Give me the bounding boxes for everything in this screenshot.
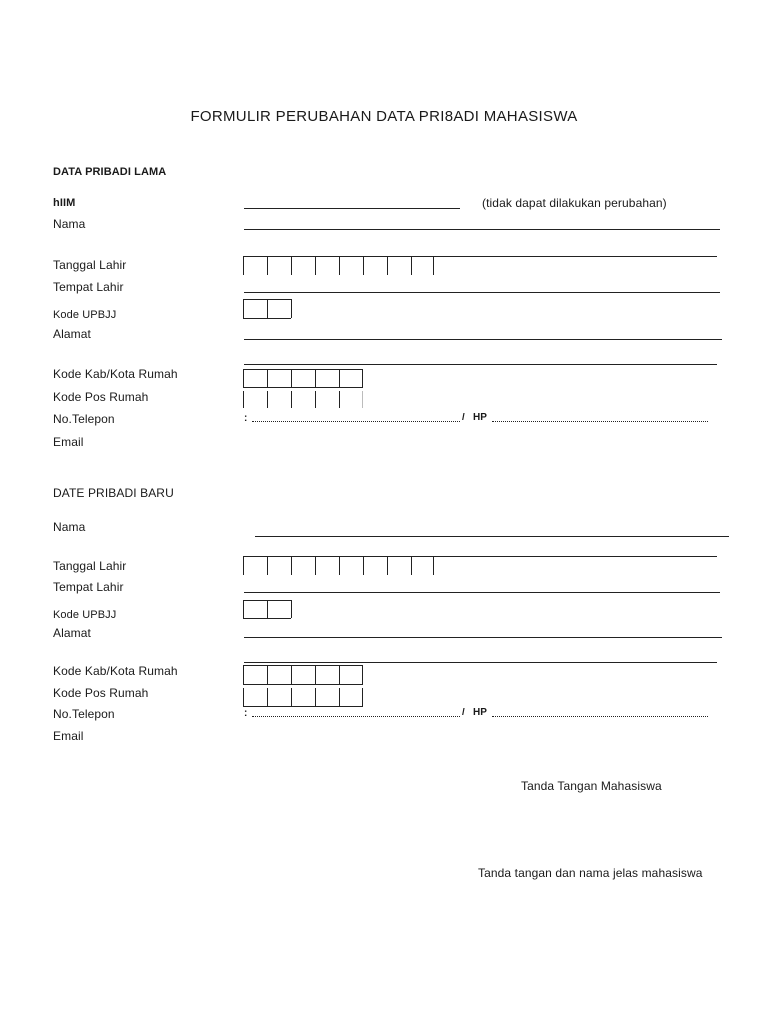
email-label-new: Email [53, 729, 84, 743]
alamat-label-new: Alamat [53, 626, 91, 640]
signature-label: Tanda Tangan Mahasiswa [521, 779, 662, 793]
kode-pos-label-old: Kode Pos Rumah [53, 390, 149, 404]
nim-field[interactable] [244, 208, 460, 209]
telepon-label-old: No.Telepon [53, 412, 115, 426]
hp-dotted-line-new [492, 716, 708, 717]
telepon-prefix-new: : [244, 709, 248, 719]
signature-caption: Tanda tangan dan nama jelas mahasiswa [478, 866, 703, 880]
nama-field-old[interactable] [244, 229, 720, 230]
section-heading-old: DATA PRIBADI LAMA [53, 166, 167, 178]
alamat-label-old: Alamat [53, 327, 91, 341]
nim-label: hIIM [53, 197, 76, 209]
telepon-prefix-old: : [244, 414, 248, 424]
alamat-field-old-1[interactable] [244, 339, 722, 340]
kode-kab-kota-label-old: Kode Kab/Kota Rumah [53, 367, 178, 381]
tempat-lahir-field-old[interactable] [244, 292, 720, 293]
nama-label-new: Nama [53, 520, 86, 534]
section-heading-new: DATE PRIBADI BARU [53, 486, 174, 500]
kode-upbjj-label-old: Kode UPBJJ [53, 309, 117, 321]
telepon-separator-new: / [462, 708, 465, 718]
alamat-field-new-2[interactable] [244, 662, 717, 663]
telepon-label-new: No.Telepon [53, 707, 115, 721]
tanggal-lahir-label-new: Tanggal Lahir [53, 559, 127, 573]
hp-label-new: HP [473, 708, 487, 718]
tempat-lahir-field-new[interactable] [244, 592, 720, 593]
kode-kab-kota-label-new: Kode Kab/Kota Rumah [53, 664, 178, 678]
hp-label-old: HP [473, 413, 487, 423]
telepon-separator-old: / [462, 413, 465, 423]
kode-upbjj-label-new: Kode UPBJJ [53, 609, 117, 621]
nim-note: (tidak dapat dilakukan perubahan) [482, 196, 667, 210]
telepon-dotted-line-new [252, 716, 460, 717]
tanggal-lahir-label-old: Tanggal Lahir [53, 258, 127, 272]
tempat-lahir-label-new: Tempat Lahir [53, 580, 124, 594]
nama-label-old: Nama [53, 217, 86, 231]
nama-field-new[interactable] [255, 536, 729, 537]
telepon-dotted-line-old [252, 421, 460, 422]
hp-dotted-line-old [492, 421, 708, 422]
email-label-old: Email [53, 435, 84, 449]
alamat-field-new-1[interactable] [244, 637, 722, 638]
alamat-field-old-2[interactable] [244, 364, 717, 365]
tempat-lahir-label-old: Tempat Lahir [53, 280, 124, 294]
page-title: FORMULIR PERUBAHAN DATA PRI8ADI MAHASISWA [190, 108, 578, 125]
kode-pos-label-new: Kode Pos Rumah [53, 686, 149, 700]
